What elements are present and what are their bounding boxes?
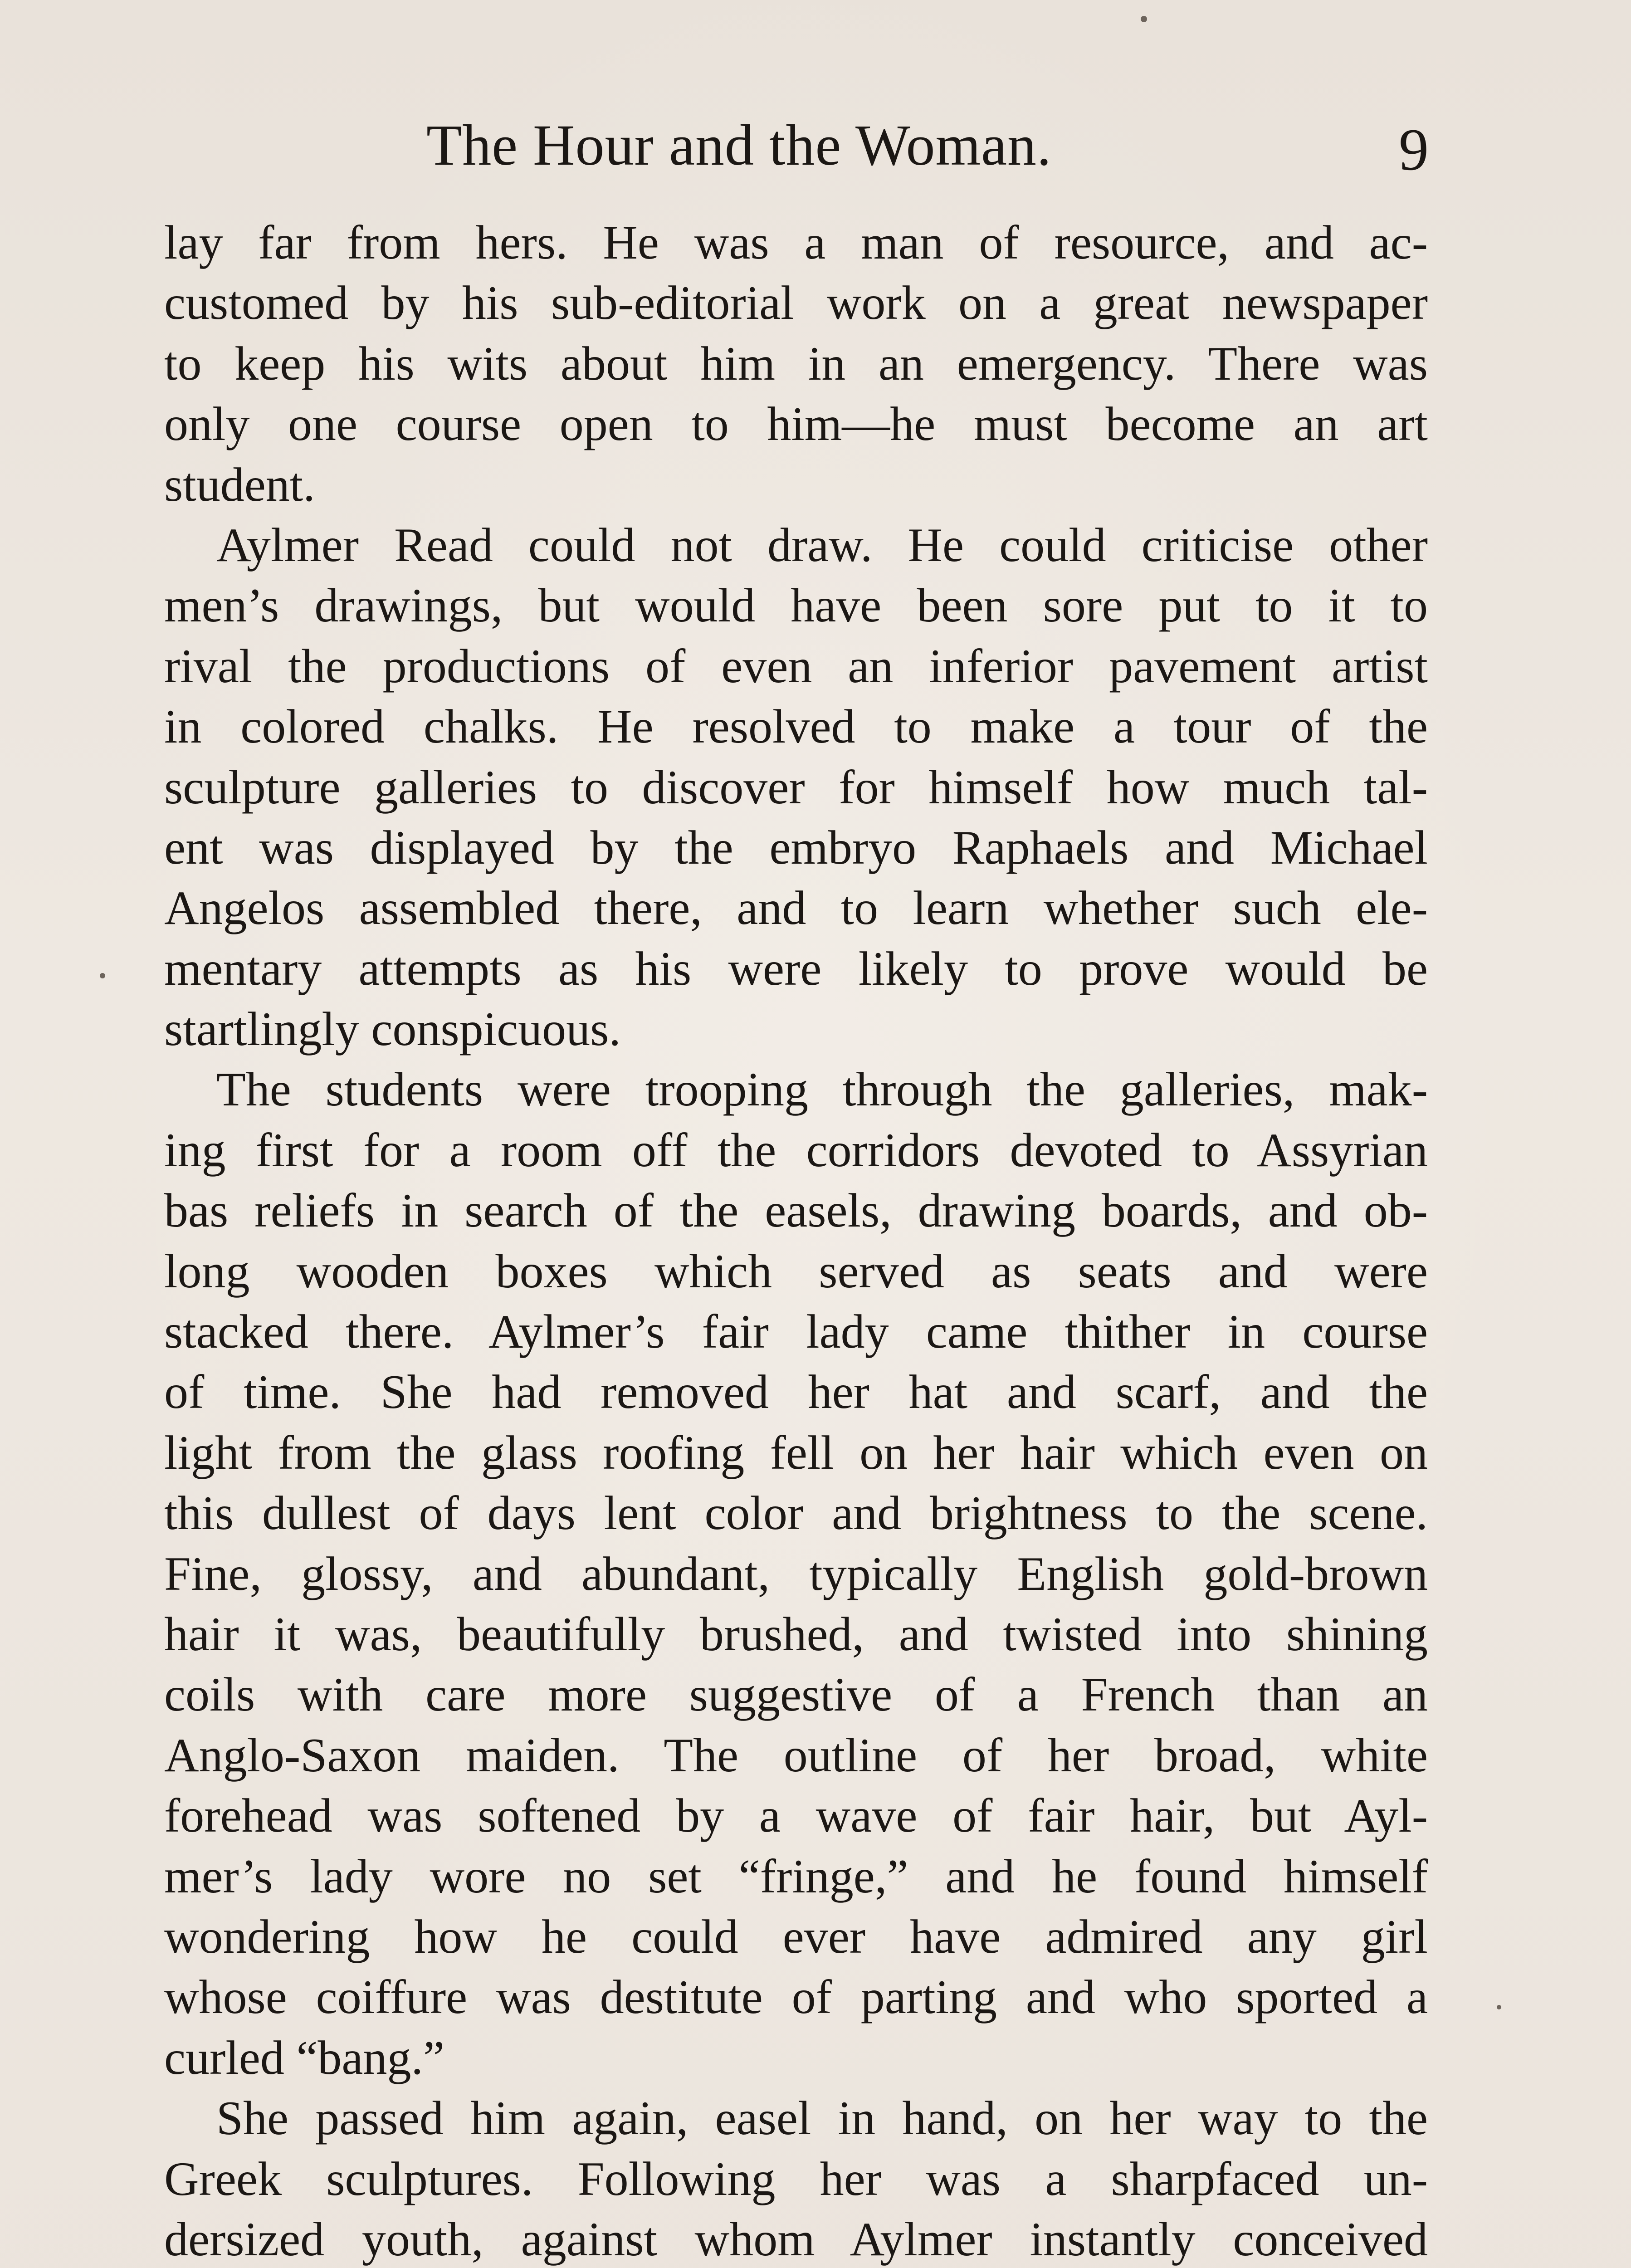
text-line: sculpture galleries to discover for himself how much tal- bbox=[164, 760, 1428, 814]
text-line: light from the glass roofing fell on her hair which even on bbox=[164, 1426, 1428, 1479]
text-line: Aylmer Read could not draw. He could criticise other bbox=[216, 518, 1428, 572]
text-line: Greek sculptures. Following her was a sharpfaced un- bbox=[164, 2152, 1428, 2205]
body-text bbox=[164, 212, 1428, 2268]
text-line: customed by his sub-editorial work on a great newspaper bbox=[164, 276, 1428, 330]
text-line: this dullest of days lent color and brightness to the scene. bbox=[164, 1486, 1428, 1540]
text-line: student. bbox=[164, 458, 315, 511]
text-line: coils with care more suggestive of a French than an bbox=[164, 1668, 1428, 1721]
running-head bbox=[163, 107, 1429, 184]
text-line: mentary attempts as his were likely to prove would be bbox=[164, 942, 1428, 995]
text-line: forehead was softened by a wave of fair hair, but Ayl- bbox=[164, 1789, 1428, 1843]
text-line: Fine, glossy, and abundant, typically English gold-brown bbox=[164, 1547, 1428, 1600]
text-line: only one course open to him—he must become an art bbox=[164, 397, 1428, 451]
text-line: curled “bang.” bbox=[164, 2031, 444, 2084]
text-line: ing first for a room off the corridors devoted to Assyrian bbox=[164, 1123, 1428, 1177]
text-line: of time. She had removed her hat and scarf, and the bbox=[164, 1365, 1428, 1419]
page-number: 9 bbox=[1399, 116, 1429, 183]
text-line: stacked there. Aylmer’s fair lady came thither in course bbox=[164, 1305, 1428, 1359]
running-title: The Hour and the Woman. bbox=[426, 113, 1052, 177]
text-line: lay far from hers. He was a man of resource, and ac- bbox=[164, 216, 1428, 269]
text-line: Anglo-Saxon maiden. The outline of her broad, white bbox=[164, 1728, 1428, 1782]
text-line: Angelos assembled there, and to learn whether such ele- bbox=[164, 881, 1428, 935]
text-line: hair it was, beautifully brushed, and twisted into shining bbox=[164, 1607, 1428, 1661]
text-line: rival the productions of even an inferior pavement artist bbox=[164, 639, 1428, 693]
text-line: The students were trooping through the galleries, mak- bbox=[216, 1063, 1428, 1116]
text-line: men’s drawings, but would have been sore put to it to bbox=[164, 579, 1428, 632]
paper-speck bbox=[1141, 16, 1147, 22]
text-line: to keep his wits about him in an emergency. There was bbox=[164, 337, 1428, 390]
text-line: ent was displayed by the embryo Raphaels and Michael bbox=[164, 821, 1428, 874]
text-line: She passed him again, easel in hand, on her way to the bbox=[216, 2092, 1428, 2145]
text-line: startlingly conspicuous. bbox=[164, 1002, 621, 1056]
text-line: bas reliefs in search of the easels, drawing boards, and ob- bbox=[164, 1184, 1428, 1237]
text-line: dersized youth, against whom Aylmer instantly conceived bbox=[164, 2212, 1428, 2266]
paper-speck bbox=[100, 973, 105, 978]
text-line: long wooden boxes which served as seats and were bbox=[164, 1244, 1428, 1298]
text-line: wondering how he could ever have admired any girl bbox=[164, 1910, 1428, 1963]
paper-speck bbox=[1497, 2005, 1501, 2009]
text-line: mer’s lady wore no set “fringe,” and he found himself bbox=[164, 1849, 1428, 1903]
text-line: in colored chalks. He resolved to make a tour of the bbox=[164, 700, 1428, 753]
text-line: whose coiffure was destitute of parting and who sported a bbox=[164, 1970, 1428, 2024]
